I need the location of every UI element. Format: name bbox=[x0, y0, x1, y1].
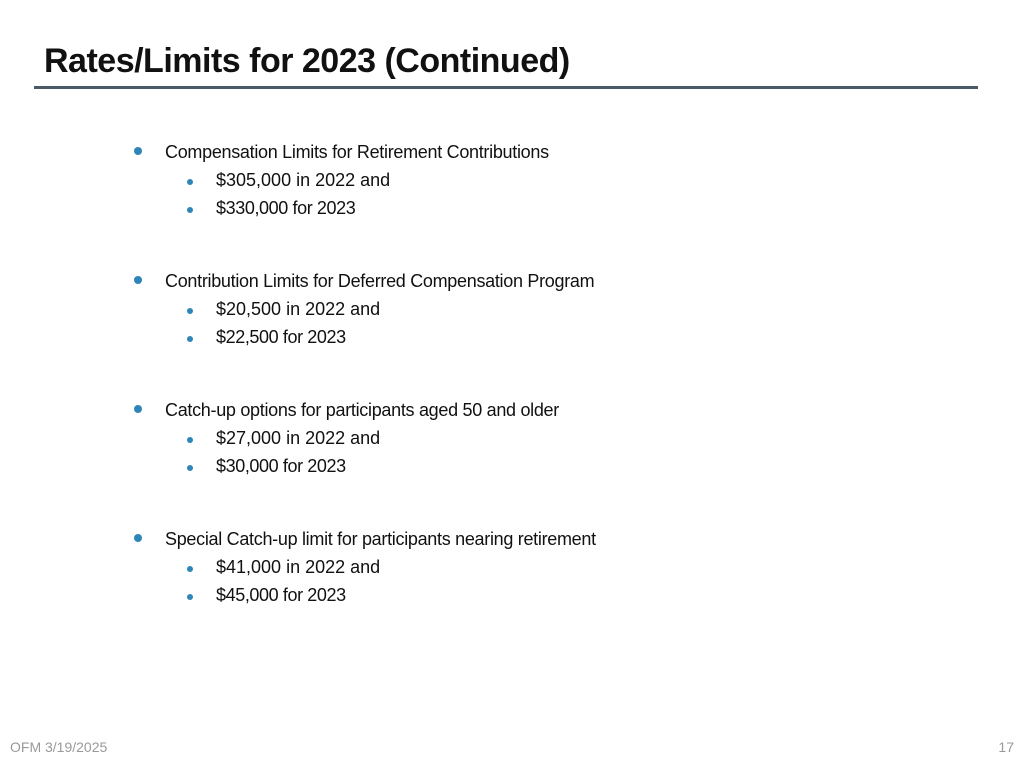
bullet-icon bbox=[187, 566, 193, 572]
list-item bbox=[134, 529, 834, 553]
bullet-icon bbox=[134, 534, 142, 542]
sub-item-text: $22,500 for 2023 bbox=[216, 327, 346, 347]
section-catch-up-options bbox=[134, 400, 834, 476]
footer-source: OFM 3/19/2025 bbox=[10, 739, 108, 755]
slide-title: Rates/Limits for 2023 (Continued) bbox=[44, 42, 570, 80]
bullet-icon bbox=[187, 594, 193, 600]
list-item bbox=[134, 400, 834, 424]
bullet-icon bbox=[187, 465, 193, 471]
sub-item-text: $41,000 in 2022 and bbox=[216, 557, 381, 577]
bullet-icon bbox=[134, 405, 142, 413]
bullet-icon bbox=[187, 308, 193, 314]
sub-item-text: $27,000 in 2022 and bbox=[216, 428, 381, 448]
section-heading: Contribution Limits for Deferred Compensation Program bbox=[165, 271, 595, 291]
sub-item-text: $330,000 for 2023 bbox=[216, 198, 356, 218]
list-item bbox=[134, 271, 834, 295]
section-compensation-limits bbox=[134, 142, 834, 218]
sub-item-text: $45,000 for 2023 bbox=[216, 585, 346, 605]
list-item bbox=[134, 142, 834, 166]
section-special-catch-up bbox=[134, 529, 834, 605]
section-heading: Special Catch-up limit for participants nearing retirement bbox=[165, 529, 596, 549]
bullet-icon bbox=[187, 437, 193, 443]
section-contribution-limits bbox=[134, 271, 834, 347]
sub-item-text: $305,000 in 2022 and bbox=[216, 170, 391, 190]
bullet-icon bbox=[187, 179, 193, 185]
bullet-icon bbox=[134, 276, 142, 284]
sub-item-text: $30,000 for 2023 bbox=[216, 456, 346, 476]
sub-item-text: $20,500 in 2022 and bbox=[216, 299, 381, 319]
section-heading: Catch-up options for participants aged 50 and older bbox=[165, 400, 559, 420]
bullet-icon bbox=[187, 207, 193, 213]
page-number: 17 bbox=[998, 739, 1014, 755]
bullet-icon bbox=[134, 147, 142, 155]
section-heading: Compensation Limits for Retirement Contributions bbox=[165, 142, 549, 162]
bullet-icon bbox=[187, 336, 193, 342]
